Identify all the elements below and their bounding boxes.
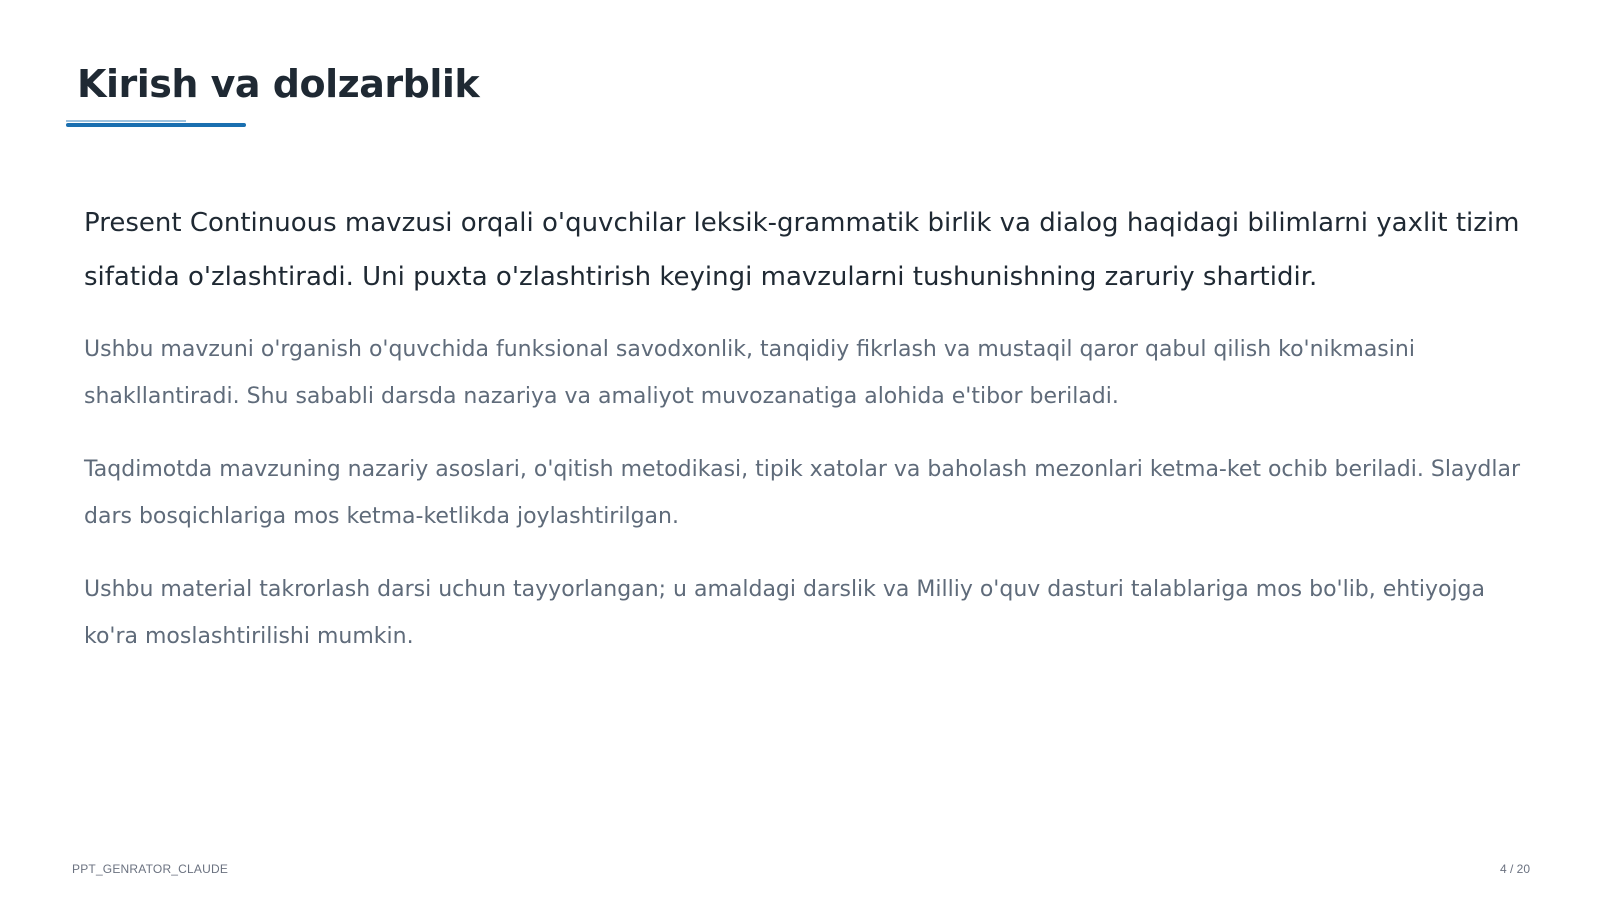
slide-title: Kirish va dolzarblik <box>77 62 480 106</box>
footer-source: PPT_GENRATOR_CLAUDE <box>72 862 229 876</box>
lead-paragraph: Present Continuous mavzusi orqali o'quvchilar leksik-grammatik birlik va dialog haqidagi bilimlarni yaxlit tizim sifatida o'zlashtiradi. Uni puxta o'zlashtirish keyingi mavzularni tushunishning zaruriy shartidir. <box>84 208 1520 292</box>
page-number: 4 / 20 <box>1499 862 1530 876</box>
body-paragraph-3: Ushbu material takrorlash darsi uchun tayyorlangan; u amaldagi darslik va Milliy o'quv dasturi talablariga mos bo'lib, ehtiyojga ko'ra moslashtirilishi mumkin. <box>84 577 1486 649</box>
slide-content <box>84 196 1524 686</box>
body-paragraph-1: Ushbu mavzuni o'rganish o'quvchida funksional savodxonlik, tanqidiy fikrlash va mustaqil qaror qabul qilish ko'nikmasini shakllantiradi. Shu sababli darsda nazariya va amaliyot muvozanatiga alohida e'tibor beriladi. <box>84 337 1415 409</box>
title-underline <box>66 123 246 127</box>
body-paragraph-2: Taqdimotda mavzuning nazariy asoslari, o'qitish metodikasi, tipik xatolar va baholash mezonlari ketma-ket ochib beriladi. Slaydlar dars bosqichlariga mos ketma-ketlikda joylashtirilgan. <box>84 457 1521 529</box>
